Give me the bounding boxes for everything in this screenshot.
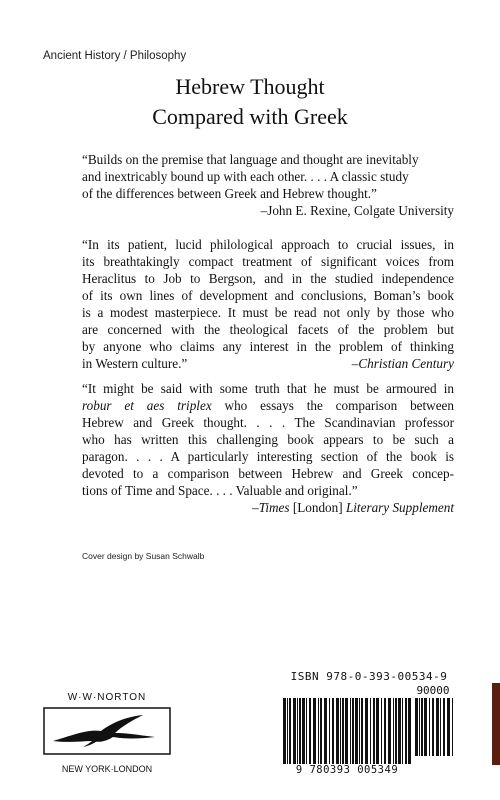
barcode-bar [376, 698, 379, 764]
quote-line: is a modest masterpiece. It must be read not only by those who [82, 305, 454, 320]
barcode-bar [429, 698, 430, 756]
quote-line: of the differences between Greek and Hebrew thought.” [82, 186, 377, 201]
barcode-bar [370, 698, 371, 764]
barcode-bar [340, 698, 341, 764]
barcode-bar [345, 698, 348, 764]
barcode-bar [447, 698, 450, 756]
barcode-bar [293, 698, 296, 764]
barcode-bar [405, 698, 407, 764]
quote-line: tions of Time and Space. . . . Valuable and original.” [82, 483, 358, 498]
price-code: 90000 [416, 684, 450, 697]
quote-line: “In its patient, lucid philological approach to crucial issues, in [82, 237, 454, 252]
quote-attribution: –Christian Century [351, 356, 454, 371]
quote-line: “Builds on the premise that language and thought are inevitably [82, 152, 419, 167]
quote-line-mixed [82, 397, 454, 414]
barcode-bar [355, 698, 358, 764]
quote-line-rest: who essays the comparison between [211, 398, 455, 413]
barcode-bar [324, 698, 327, 764]
book-title-line-2: Compared with Greek [152, 104, 348, 129]
quote-last-row [82, 355, 454, 372]
barcode-bar [302, 698, 305, 764]
publisher-block [43, 692, 171, 774]
quote-attribution: –John E. Rexine, Colgate University [260, 203, 454, 218]
barcode-bar [297, 698, 298, 764]
quote-line: devoted to a comparison between Hebrew and Greek concep- [82, 466, 454, 481]
isbn-barcode [283, 670, 455, 782]
barcode-bar [395, 698, 397, 764]
quote-line: and inextricably bound up with each other. . . . A classic study [82, 169, 409, 184]
attribution-normal: [London] [289, 500, 346, 515]
quote-line: “It might be said with some truth that he must be armoured in [82, 381, 454, 396]
category-label: Ancient History / Philosophy [43, 50, 187, 62]
review-quote-3 [82, 380, 454, 516]
isbn-text: ISBN 978-0-393-00534-9 [290, 670, 448, 683]
barcode-bar [306, 698, 307, 764]
quote-line: by anyone who claims any interest in the problem of thinking [82, 339, 454, 354]
latin-phrase: robur et aes triplex [82, 398, 212, 413]
review-quote-1 [82, 151, 454, 219]
barcode-bar [329, 698, 330, 764]
barcode-bar [408, 698, 411, 764]
seagull-logo-icon [43, 707, 171, 755]
barcode-bar [313, 698, 316, 764]
barcode-bar [393, 698, 394, 764]
barcode-bar [352, 698, 354, 764]
barcode-bar [299, 698, 301, 764]
book-title [0, 72, 500, 132]
barcode-bar [289, 698, 291, 764]
barcode-bar [432, 698, 434, 756]
barcode-bar [440, 698, 441, 756]
attribution-italic: Literary Supplement [345, 500, 454, 515]
barcode-bar [452, 698, 453, 756]
review-quote-2 [82, 236, 454, 372]
quote-attribution [82, 499, 454, 516]
barcode-bar [415, 698, 418, 756]
barcode-bar [388, 698, 391, 764]
barcode-bar [342, 698, 344, 764]
barcode-bar [283, 698, 286, 764]
barcode-bar [402, 698, 403, 764]
publisher-city: NEW YORK·LONDON [61, 764, 153, 774]
barcode-bar [332, 698, 334, 764]
quote-line: Hebrew and Greek thought. . . . The Scandinavian professor [82, 415, 454, 430]
barcode-bar [381, 698, 382, 764]
quote-line: Heraclitus to Job to Bergson, and in the studied independence [82, 271, 454, 286]
barcode-bar [309, 698, 311, 764]
quote-line: who has written this challenging book appears to be such a [82, 432, 454, 447]
attribution-italic: –Times [252, 500, 290, 515]
barcode-bar [421, 698, 423, 756]
barcode-bar [443, 698, 445, 756]
barcode-bar [318, 698, 319, 764]
barcode-bar [365, 698, 368, 764]
barcode-bar [398, 698, 401, 764]
barcode-bar [424, 698, 427, 756]
barcode-bars [283, 698, 455, 764]
quote-line: are concerned with the theological facets of the problem but [82, 322, 454, 337]
cover-credit: Cover design by Susan Schwalb [82, 551, 205, 561]
barcode-bar [419, 698, 420, 756]
barcode-bar [361, 698, 363, 764]
quote-line: its breathtakingly compact treatment of significant voices from [82, 254, 454, 269]
barcode-bar [373, 698, 375, 764]
book-title-line-1: Hebrew Thought [175, 74, 325, 99]
barcode-bar [350, 698, 351, 764]
spine-edge [492, 683, 500, 765]
barcode-bar [336, 698, 339, 764]
barcode-bar [359, 698, 360, 764]
quote-line: of its own lines of development and conclusions, Boman’s book [82, 288, 454, 303]
barcode-digits: 9 780393 005349 [295, 764, 399, 776]
quote-line: paragon. . . . A particularly interesting section of the book is [82, 449, 454, 464]
barcode-bar [436, 698, 439, 756]
barcode-bar [384, 698, 386, 764]
publisher-name: W·W·NORTON [67, 692, 147, 703]
barcode-bar [320, 698, 322, 764]
quote-line: in Western culture.” [82, 356, 188, 371]
barcode-bar [287, 698, 288, 764]
